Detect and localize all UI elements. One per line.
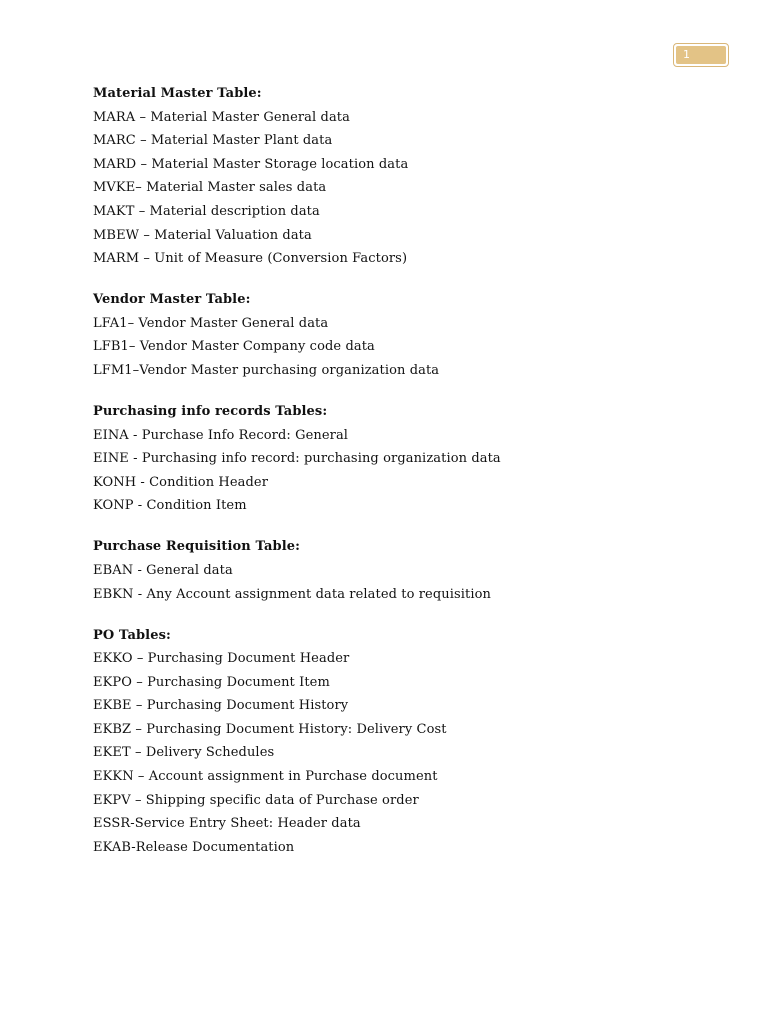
table-entry: MARC – Material Master Plant data xyxy=(93,133,333,149)
table-entry: EKET – Delivery Schedules xyxy=(93,745,275,761)
document-body xyxy=(93,85,733,880)
table-entry: MVKE– Material Master sales data xyxy=(93,180,327,196)
table-entry: EKBZ – Purchasing Document History: Delivery Cost xyxy=(93,721,447,737)
table-entry: ESSR-Service Entry Sheet: Header data xyxy=(93,816,361,832)
table-entry: EINE - Purchasing info record: purchasing organization data xyxy=(93,451,501,467)
section-heading: Vendor Master Table: xyxy=(93,292,251,308)
page-number-badge xyxy=(673,43,729,67)
section-material-master xyxy=(93,85,733,268)
table-entry: EKAB-Release Documentation xyxy=(93,839,295,855)
table-entry: LFM1–Vendor Master purchasing organization data xyxy=(93,362,440,378)
section-heading: Purchase Requisition Table: xyxy=(93,539,301,555)
section-purchasing-info-records xyxy=(93,403,733,515)
table-entry: MARD – Material Master Storage location data xyxy=(93,156,409,172)
table-entry: KONH - Condition Header xyxy=(93,474,269,490)
table-entry: KONP - Condition Item xyxy=(93,498,247,514)
table-entry: EKKO – Purchasing Document Header xyxy=(93,651,350,667)
table-entry: LFA1– Vendor Master General data xyxy=(93,315,329,331)
table-entry: EKPO – Purchasing Document Item xyxy=(93,674,330,690)
table-entry: MBEW – Material Valuation data xyxy=(93,227,312,243)
table-entry: EINA - Purchase Info Record: General xyxy=(93,427,349,443)
section-po-tables xyxy=(93,627,733,857)
section-vendor-master xyxy=(93,291,733,380)
table-entry: EKBE – Purchasing Document History xyxy=(93,698,349,714)
section-heading: PO Tables: xyxy=(93,627,171,643)
section-purchase-requisition xyxy=(93,538,733,603)
table-entry: EKPV – Shipping specific data of Purchase order xyxy=(93,792,419,808)
page-number: 1 xyxy=(676,46,726,64)
table-entry: MARM – Unit of Measure (Conversion Factors) xyxy=(93,251,408,267)
table-entry: MAKT – Material description data xyxy=(93,203,320,219)
table-entry: EBKN - Any Account assignment data related to requisition xyxy=(93,586,492,602)
table-entry: EBAN - General data xyxy=(93,562,233,578)
table-entry: LFB1– Vendor Master Company code data xyxy=(93,339,375,355)
table-entry: EKKN – Account assignment in Purchase document xyxy=(93,769,438,785)
section-heading: Purchasing info records Tables: xyxy=(93,403,328,419)
table-entry: MARA – Material Master General data xyxy=(93,109,350,125)
section-heading: Material Master Table: xyxy=(93,86,262,101)
